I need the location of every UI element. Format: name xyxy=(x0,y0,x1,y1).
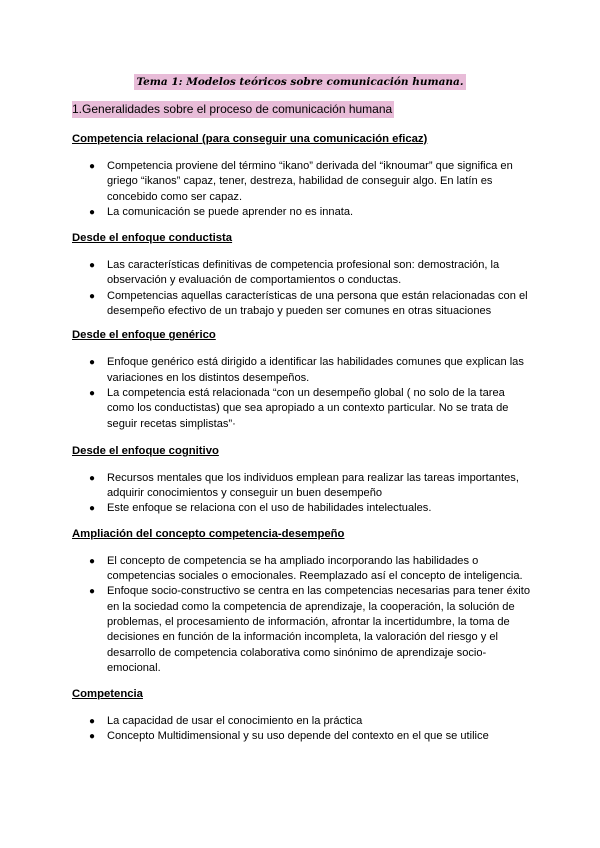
list-item xyxy=(72,729,532,744)
bullet-list xyxy=(72,714,532,745)
bullet-icon: ● xyxy=(89,206,96,218)
list-item xyxy=(72,205,532,220)
bullet-icon: ● xyxy=(89,290,96,302)
list-item-text: El concepto de competencia se ha ampliado incorporando las habilidades o competencias sociales o emocionales. Reemplazado así el concepto de inteligencia. xyxy=(107,554,523,583)
list-item xyxy=(72,159,532,205)
list-item-text: Enfoque genérico está dirigido a identificar las habilidades comunes que explican las variaciones en los distintos desempeños. xyxy=(107,356,524,384)
bullet-icon: ● xyxy=(89,357,96,369)
section xyxy=(72,526,532,676)
list-item-text: Este enfoque se relaciona con el uso de habilidades intelectuales. xyxy=(107,502,432,515)
section-heading: Competencia xyxy=(72,688,143,701)
bullet-list xyxy=(72,355,532,431)
section xyxy=(72,131,532,220)
section-heading: Desde el enfoque genérico xyxy=(72,329,216,342)
list-item-text: Enfoque socio-constructivo se centra en las competencias necesarias para tener éxito en la sociedad como la competencia de aprendizaje, la cooperación, la solución de problemas, el procesamiento de información, afrontar la incertidumbre, la toma de decisiones en función de la información incompleta, la valoración del riesgo y el desarrollo de competencia colaborativa como sinónimo de aprendizaje socio-emocional. xyxy=(107,585,531,674)
title-wrapper xyxy=(0,72,600,90)
bullet-icon: ● xyxy=(89,387,96,399)
section xyxy=(72,686,532,745)
section xyxy=(72,230,532,319)
bullet-list xyxy=(72,159,532,220)
list-item xyxy=(72,554,532,585)
list-item-text: Competencia proviene del término “ikano” derivada del “iknoumar” que significa en griego “ikanos” capaz, tener, destreza, habilidad de conseguir algo. En latín es concebido como ser capaz. xyxy=(107,160,513,203)
list-item xyxy=(72,501,532,516)
list-item-text: Concepto Multidimensional y su uso depende del contexto en el que se utilice xyxy=(107,730,489,743)
section-heading: Competencia relacional (para conseguir una comunicación eficaz) xyxy=(72,133,428,145)
list-item-text: Competencias aquellas características de una persona que están relacionadas con el desempeño efectivo de un trabajo y pueden ser comunes en otras situaciones xyxy=(107,289,528,318)
list-item xyxy=(72,714,532,729)
list-item xyxy=(72,584,532,676)
bullet-icon: ● xyxy=(89,472,96,484)
list-item xyxy=(72,355,532,386)
bullet-icon: ● xyxy=(89,731,96,743)
bullet-icon: ● xyxy=(89,716,96,728)
page-title: Tema 1: Modelos teóricos sobre comunicación humana. xyxy=(134,74,467,90)
bullet-icon: ● xyxy=(89,555,96,567)
list-item xyxy=(72,386,532,432)
section-subtitle: 1.Generalidades sobre el proceso de comunicación humana xyxy=(72,102,393,116)
section xyxy=(72,443,532,517)
list-item-text: La comunicación se puede aprender no es innata. xyxy=(107,205,354,218)
bullet-icon: ● xyxy=(89,260,96,272)
bullet-icon: ● xyxy=(89,161,96,172)
document-body xyxy=(72,131,532,745)
bullet-list xyxy=(72,471,532,517)
bullet-list xyxy=(72,554,532,676)
list-item-text: Las características definitivas de competencia profesional son: demostración, la observación y evaluación de comportamientos o conductas. xyxy=(107,259,500,287)
section-heading: Ampliación del concepto competencia-desempeño xyxy=(72,527,345,540)
list-item xyxy=(72,289,532,320)
bullet-list xyxy=(72,258,532,319)
bullet-icon: ● xyxy=(89,503,96,515)
section xyxy=(72,327,532,431)
list-item-text: La capacidad de usar el conocimiento en la práctica xyxy=(107,715,363,728)
list-item-text: Recursos mentales que los individuos emplean para realizar las tareas importantes, adquirir conocimientos y conseguir un buen desempeño xyxy=(107,471,519,500)
list-item xyxy=(72,258,532,289)
list-item-text: La competencia está relacionada “con un desempeño global ( no solo de la tarea como los conductistas) que sea apropiado a un contexto particular. No se trata de seguir recetas simplistas”· xyxy=(107,386,509,430)
bullet-icon: ● xyxy=(89,586,96,598)
section-heading: Desde el enfoque conductista xyxy=(72,232,233,245)
section-heading: Desde el enfoque cognitivo xyxy=(72,444,219,457)
list-item xyxy=(72,471,532,502)
